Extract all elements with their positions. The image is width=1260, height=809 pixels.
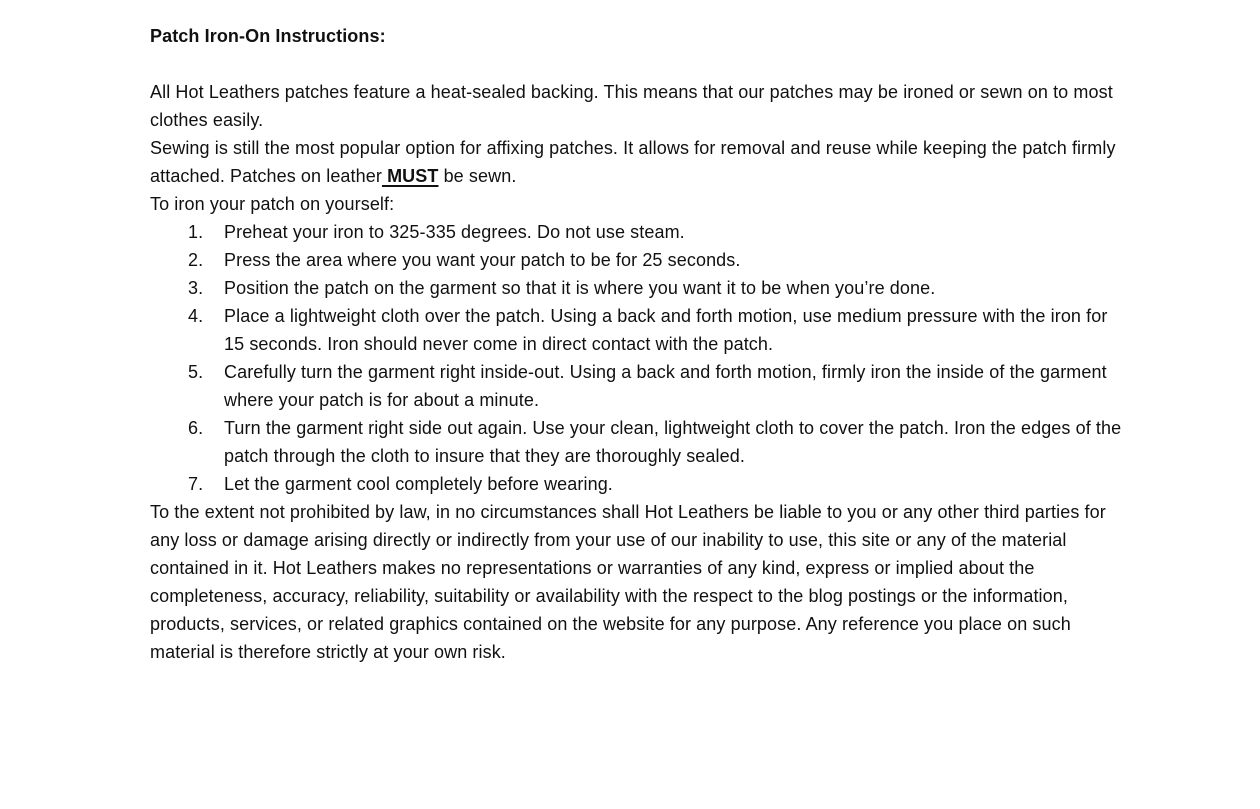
list-item-step-3 xyxy=(150,274,1126,302)
paragraph-sewing-pre: Sewing is still the most popular option for affixing patches. It allows for removal and reuse while keeping the patch firmly attached. Patches on leather xyxy=(150,138,1116,186)
step-number: 2. xyxy=(188,250,204,270)
step-text: Turn the garment right side out again. Use your clean, lightweight cloth to cover the patch. Iron the edges of the patch through the cloth to insure that they are thoroughly sealed. xyxy=(224,418,1122,466)
list-item-step-7 xyxy=(150,470,1126,498)
paragraph-sewing xyxy=(150,134,1126,190)
list-item-step-4 xyxy=(150,302,1126,358)
list-item-step-6 xyxy=(150,414,1126,470)
iron-on-steps-list xyxy=(150,218,1126,498)
iron-instructions-intro: To iron your patch on yourself: xyxy=(150,194,395,214)
list-item-step-1 xyxy=(150,218,1126,246)
step-text: Place a lightweight cloth over the patch. Using a back and forth motion, use medium pressure with the iron for 15 seconds. Iron should never come in direct contact with the patch. xyxy=(224,306,1108,354)
list-item-step-2 xyxy=(150,246,1126,274)
liability-disclaimer-paragraph: To the extent not prohibited by law, in no circumstances shall Hot Leathers be liable to you or any other third parties for any loss or damage arising directly or indirectly from your use of our inability to use, this site or any of the material contained in it. Hot Leathers makes no representations or warranties of any kind, express or implied about the completeness, accuracy, reliability, suitability or availability with the respect to the blog postings or the information, products, services, or related graphics contained on the website for any purpose. Any reference you place on such material is therefore strictly at your own risk. xyxy=(150,502,1106,662)
step-text: Press the area where you want your patch to be for 25 seconds. xyxy=(224,250,741,270)
step-number: 7. xyxy=(188,474,204,494)
list-item-step-5 xyxy=(150,358,1126,414)
document-title: Patch Iron-On Instructions: xyxy=(150,26,386,46)
step-text: Carefully turn the garment right inside-out. Using a back and forth motion, firmly iron the inside of the garment where your patch is for about a minute. xyxy=(224,362,1107,410)
step-number: 1. xyxy=(188,222,204,242)
step-text: Let the garment cool completely before wearing. xyxy=(224,474,613,494)
step-number: 5. xyxy=(188,362,204,382)
step-number: 3. xyxy=(188,278,204,298)
paragraph-sewing-post: be sewn. xyxy=(438,166,517,186)
paragraph-heat-sealed-backing: All Hot Leathers patches feature a heat-sealed backing. This means that our patches may be ironed or sewn on to most clothes easily. xyxy=(150,82,1113,130)
step-number: 4. xyxy=(188,306,204,326)
step-text: Preheat your iron to 325-335 degrees. Do not use steam. xyxy=(224,222,685,242)
must-emphasis-text: MUST xyxy=(381,166,439,186)
step-number: 6. xyxy=(188,418,204,438)
step-text: Position the patch on the garment so that it is where you want it to be when you’re done. xyxy=(224,278,936,298)
